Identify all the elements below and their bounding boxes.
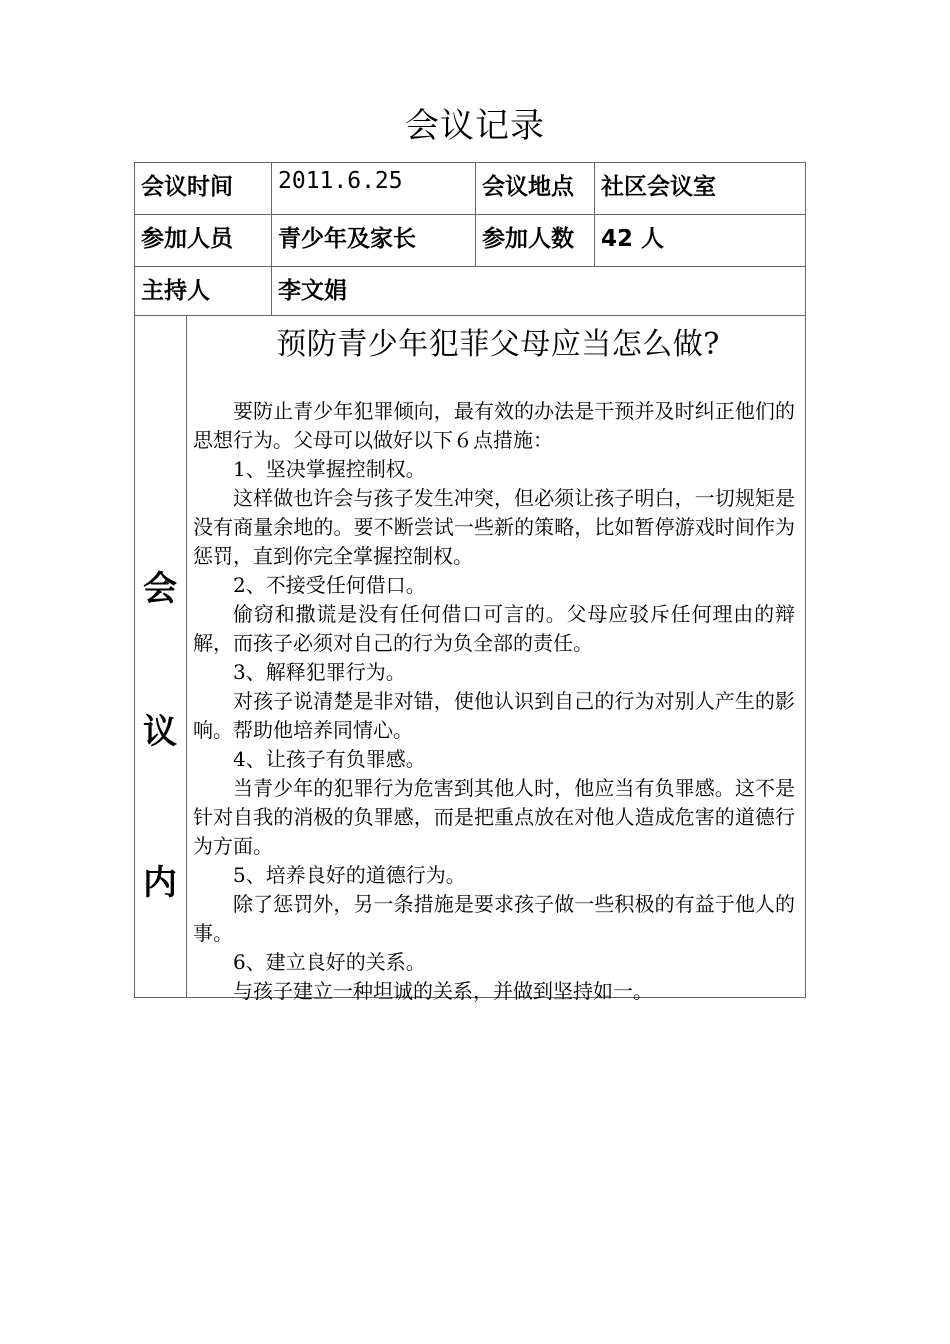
content-paragraph: 5、培养良好的道德行为。: [233, 863, 466, 887]
content-paragraph: 4、让孩子有负罪感。: [233, 747, 426, 771]
meeting-place-value: 社区会议室: [601, 174, 716, 200]
attendees-label: 参加人员: [141, 226, 233, 252]
content-paragraph: 2、不接受任何借口。: [233, 573, 426, 597]
content-paragraph: 与孩子建立一种坦诚的关系，并做到坚持如一。: [233, 979, 653, 1003]
host-value: 李文娟: [278, 278, 347, 304]
content-paragraph: 1、坚决掌握控制权。: [233, 457, 426, 481]
content-paragraph: 3、解释犯罪行为。: [233, 660, 406, 684]
meeting-time-label: 会议时间: [141, 174, 233, 200]
meeting-record-table: [134, 162, 806, 1003]
attendees-value: 青少年及家长: [278, 226, 416, 252]
content-paragraph: 当青少年的犯罪行为危害到其他人时，他应当有负罪感。这不是针对自我的消极的负罪感，而是把重点放在对他人造成危害的道德行为方面。: [193, 776, 795, 858]
content-paragraph: 对孩子说清楚是非对错，使他认识到自己的行为对别人产生的影响。帮助他培养同情心。: [193, 689, 795, 742]
attendee-count-value: 42 人: [601, 226, 665, 252]
content-heading: 预防青少年犯菲父母应当怎么做?: [276, 327, 720, 362]
content-paragraph: 除了惩罚外，另一条措施是要求孩子做一些积极的有益于他人的事。: [193, 892, 795, 945]
content-paragraph: 要防止青少年犯罪倾向，最有效的办法是干预并及时纠正他们的思想行为。父母可以做好以下６点措施：: [193, 399, 795, 452]
side-label-char: 议: [143, 712, 177, 752]
content-paragraph: 6、建立良好的关系。: [233, 950, 426, 974]
meeting-place-label: 会议地点: [482, 174, 574, 200]
host-label: 主持人: [141, 278, 210, 304]
meeting-time-value: 2011.6.25: [278, 168, 403, 194]
content-paragraph: 这样做也许会与孩子发生冲突，但必须让孩子明白，一切规矩是没有商量余地的。要不断尝试一些新的策略，比如暂停游戏时间作为惩罚，直到你完全掌握控制权。: [193, 486, 795, 568]
side-label-char: 会: [143, 569, 177, 609]
attendee-count-label: 参加人数: [482, 226, 574, 252]
side-label-char: 内: [143, 863, 177, 903]
document-title: 会议记录: [405, 106, 545, 146]
content-paragraph: 偷窃和撒谎是没有任何借口可言的。父母应驳斥任何理由的辩解，而孩子必须对自己的行为负全部的责任。: [193, 602, 795, 655]
meeting-content: [187, 315, 799, 1006]
